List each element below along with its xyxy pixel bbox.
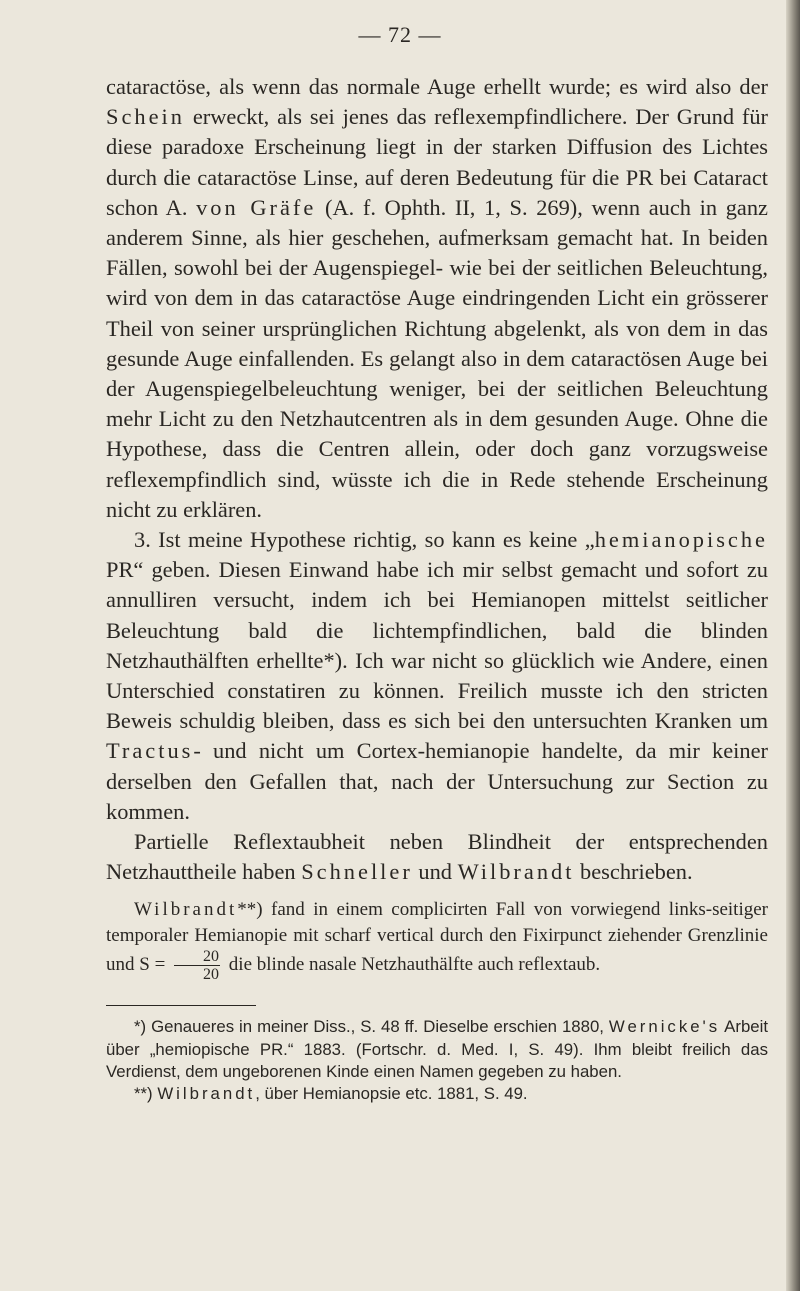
text-span: (A. f. Ophth. II, 1, S. 269), wenn auch in ganz anderem Sinne, als hier geschehen, aufmerksam gemacht hat. In beiden Fällen, sowohl bei der Augenspiegel- wie bei der seitlichen Beleuchtung, wird von dem in das cataractöse Auge eindringenden Licht ein grösserer Theil von seiner ursprünglichen Richtung abgelenkt, als von dem in das gesunde Auge einfallenden. Es gelangt also in dem cataractösen Auge bei der Augenspiegelbeleuchtung weniger, bei der seitlichen Beleuchtung mehr Licht zu den Netzhautcentren als in dem gesunden Auge. Ohne die Hypothese, dass die Centren allein, oder doch ganz vorzugsweise reflexempfindlich sind, wüsste ich die in Rede stehende Erscheinung nicht zu erklären. [106,194,768,522]
text-span: die blinde nasale Netzhauthälfte auch reflextaub. [224,954,601,976]
small-print-section [106,897,768,983]
page-edge-shadow [786,0,800,1291]
text-span: und [412,859,458,885]
footnote-rule [106,1005,256,1006]
page-body [106,72,768,1106]
text-span: **) fand in einem complicirten Fall von vorwiegend links-seitiger temporaler Hemianopie mit scharf vertical durch den Fixirpunct ziehender Grenzlinie und S = [106,899,768,976]
text-span: - und nicht um Cortex-hemianopie handelte, da mir keiner derselben den Gefallen that, nach der Untersuchung zur Section zu kommen. [106,738,768,824]
text-span: Partielle Reflextaubheit neben Blindheit der entsprechenden Netzhauttheile haben [106,829,768,885]
footnotes [106,1016,768,1105]
spaced-name: Wilbrandt [134,899,238,921]
text-span: Arbeit über „hemiopische PR.“ 1883. (Fortschr. d. Med. I, S. 49). Ihm bleibt freilich das Verdienst, dem ungeborenen Kinde einen Namen gegeben zu haben. [106,1017,769,1082]
spaced-word: Tractus [106,738,194,764]
paragraph-2 [106,525,768,827]
text-span: beschrieben. [574,859,693,885]
text-span: **) [134,1084,158,1104]
paragraph-1 [106,72,768,525]
fraction-denominator: 20 [203,966,220,984]
spaced-name: Schneller [301,859,413,885]
footnote-1 [106,1016,768,1083]
page-number: — 72 — [358,22,442,47]
spaced-name: Wilbrandt [457,859,575,885]
text-span: PR“ geben. Diesen Einwand habe ich mir selbst gemacht und sofort zu annulliren versucht, indem ich bei Hemianopen mittelst seitlicher Beleuchtung bald die lichtempfindlichen, bald die blinden Netzhauthälften erhellte*). Ich war nicht so glücklich wie Andere, einen Unterschied constatiren zu können. Freilich musste ich den stricten Beweis schuldig bleiben, dass es sich bei den untersuchten Kranken um [106,557,768,734]
text-span: 3. Ist meine Hypothese richtig, so kann es keine „ [134,527,595,553]
spaced-name: Wilbrandt [157,1084,256,1104]
small-paragraph [106,897,768,983]
text-span: , über Hemianopsie etc. 1881, S. 49. [255,1084,528,1104]
spaced-word: hemianopische [594,527,768,553]
spaced-name: von Gräfe [196,194,317,220]
spaced-name: Wernicke's [608,1017,721,1037]
text-span: erweckt, als sei jenes das reflexempfindlichere. Der Grund für diese paradoxe Erscheinung liegt in der starken Diffusion des Lichtes durch die cataractöse Linse, auf deren Bedeutung für die PR bei Cataract schon A. [106,104,768,220]
text-span: cataractöse, als wenn das normale Auge erhellt wurde; es wird also der [106,74,768,99]
fraction [174,948,220,983]
fraction-numerator: 20 [174,948,220,966]
footnote-2 [106,1083,768,1105]
main-text [106,72,768,887]
text-span: *) Genaueres in meiner Diss., S. 48 ff. Dieselbe erschien 1880, [134,1017,609,1037]
spaced-word: Schein [106,104,185,130]
paragraph-3 [106,827,768,887]
